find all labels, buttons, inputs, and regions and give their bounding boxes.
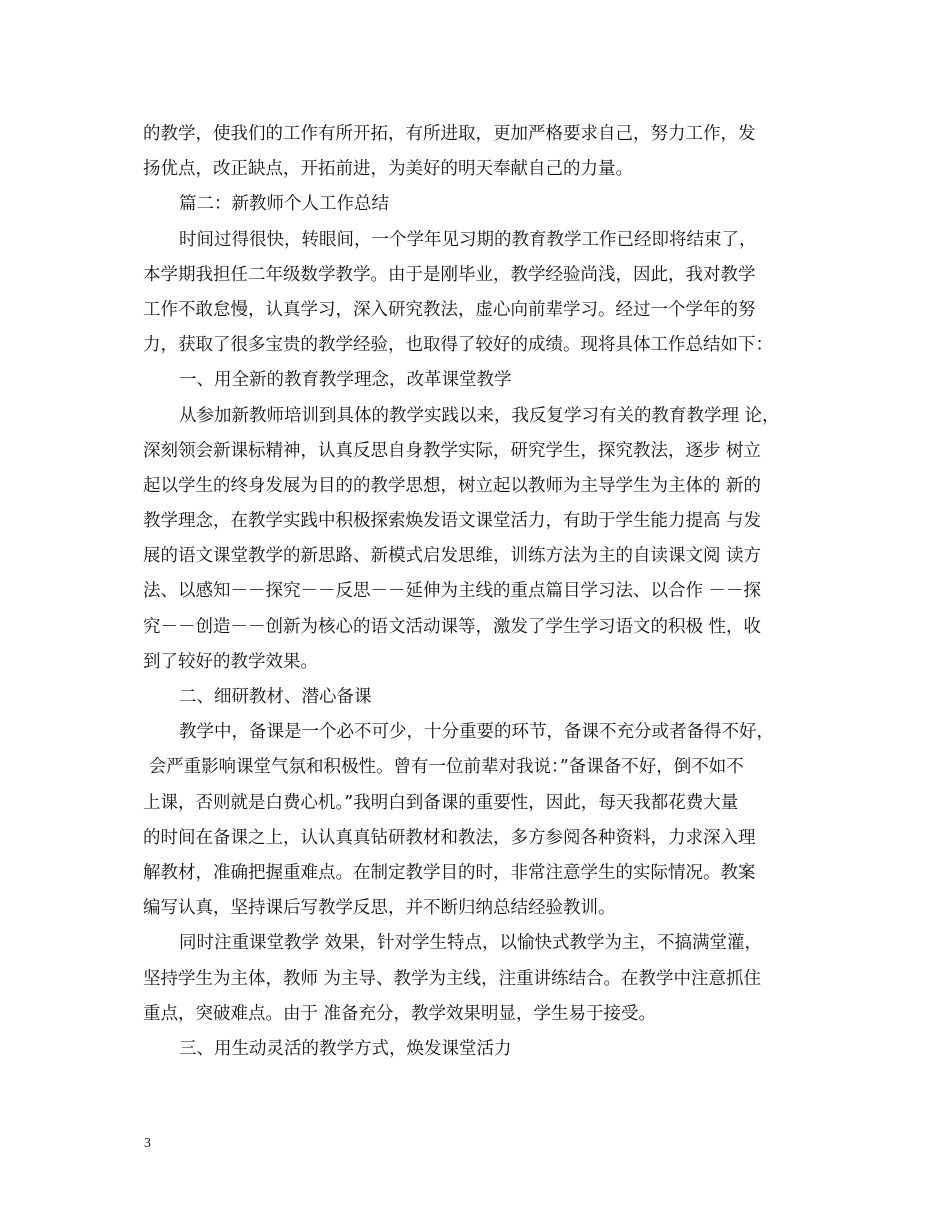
text-line: 扬优点，改正缺点，开拓前进，为美好的明天奉献自己的力量。	[143, 159, 633, 180]
text-line: 坚持学生为主体，教师 为主导、教学为主线，注重讲练结合。在教学中注意抓住	[143, 968, 762, 989]
page-number: 3	[144, 1136, 151, 1151]
text-line: 解教材，准确把握重难点。在制定教学目的时，非常注意学生的实际情况。教案	[143, 862, 756, 883]
document-body	[143, 117, 813, 1067]
section-heading: 二、细研教材、潜心备课	[179, 687, 372, 707]
section-heading: 三、用生动灵活的教学方式，焕发课堂活力	[179, 1038, 512, 1059]
text-line: 的教学，使我们的工作有所开拓，有所进取，更加严格要求自己，努力工作，发	[143, 124, 756, 144]
text-line: 力，获取了很多宝贵的教学经验，也取得了较好的成绩。现将具体工作总结如下：	[143, 335, 773, 356]
text-line: 展的语文课堂教学的新思路、新模式启发思维，训练方法为主的自读课文阅 读方	[143, 546, 762, 567]
section-heading: 一、用全新的教育教学理念，改革课堂教学	[179, 370, 512, 391]
text-line: 到了较好的教学效果。	[143, 651, 318, 672]
text-line: 工作不敢怠慢，认真学习，深入研究教法，虚心向前辈学习。经过一个学年的努	[143, 299, 756, 320]
text-line: 起以学生的终身发展为目的的教学思想，树立起以教师为主导学生为主体的 新的	[143, 475, 762, 496]
text-line: 究－－创造－－创新为核心的语文活动课等，激发了学生学习语文的积极 性，收	[143, 616, 762, 637]
text-line: 会严重影响课堂气氛和积极性。曾有一位前辈对我说：”备课备不好，倒不如不	[143, 757, 744, 778]
text-line: 编写认真，坚持课后写教学反思，并不断归纳总结经验教训。	[143, 898, 616, 919]
text-line: 的时间在备课之上，认认真真钻研教材和教法，多方参阅各种资料，力求深入理	[143, 827, 756, 848]
text-line: 同时注重课堂教学 效果，针对学生特点，以愉快式教学为主，不搞满堂灌，	[179, 933, 763, 954]
text-line: 时间过得很快，转眼间，一个学年见习期的教育教学工作已经即将结束了，	[179, 229, 757, 250]
text-line: 法、以感知－－探究－－反思－－延伸为主线的重点篇目学习法、以合作 －－探	[143, 581, 762, 602]
text-line: 教学理念，在教学实践中积极探索焕发语文课堂活力，有助于学生能力提高 与发	[143, 511, 762, 532]
text-line: 深刻领会新课标精神，认真反思自身教学实际，研究学生，探究教法，逐步 树立	[143, 440, 762, 461]
text-line: 重点，突破难点。由于 准备充分，教学效果明显，学生易于接受。	[143, 1003, 657, 1024]
section-heading: 篇二：新教师个人工作总结	[179, 194, 389, 215]
text-line: 本学期我担任二年级数学教学。由于是刚毕业，教学经验尚浅，因此，我对教学	[143, 264, 756, 285]
text-line: 上课，否则就是白费心机。”我明白到备课的重要性，因此，每天我都花费大量	[143, 792, 739, 813]
text-line: 从参加新教师培训到具体的教学实践以来，我反复学习有关的教育教学理 论，	[179, 405, 780, 426]
text-line: 教学中，备课是一个必不可少，十分重要的环节，备课不充分或者备得不好，	[179, 722, 774, 743]
